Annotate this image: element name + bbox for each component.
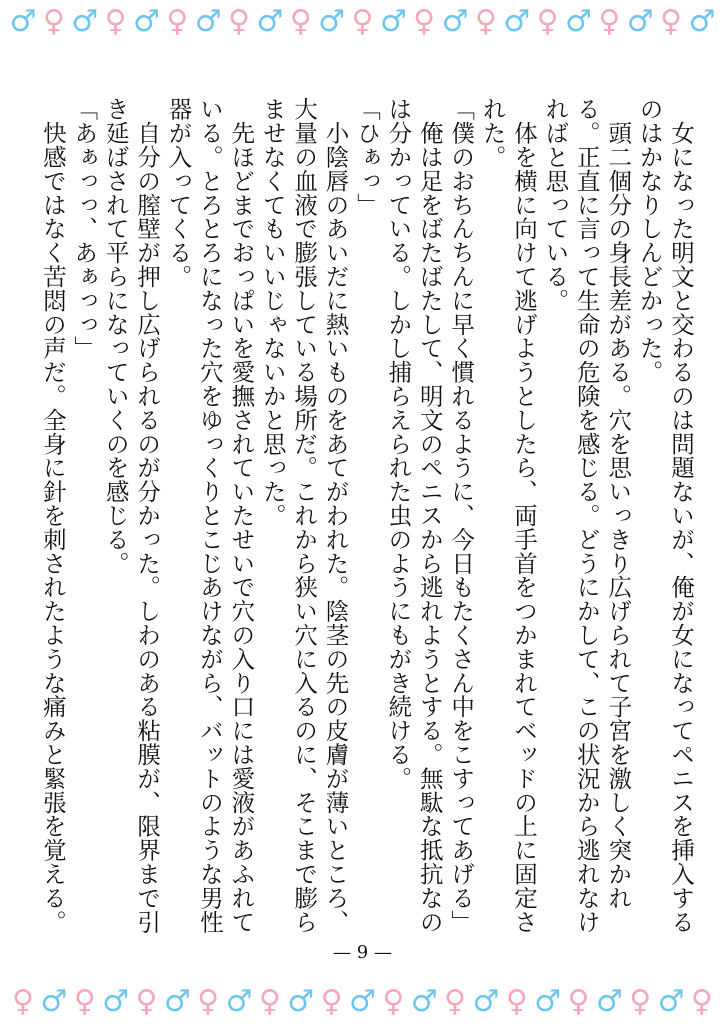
male-symbol-icon: ♂: [626, 4, 654, 39]
female-symbol-icon: ♀: [258, 984, 281, 1019]
top-symbol-border: [0, 2, 725, 42]
female-symbol-icon: ♀: [135, 984, 158, 1019]
dialogue-line: 「僕のおちんちんに早く慣れるように、今日もたくさん中をこすってあげる」: [447, 97, 476, 934]
female-symbol-icon: ♀: [536, 4, 559, 39]
paragraph: 快感ではなく苦悶の声だ。全身に針を刺されたような痛みと緊張を覚える。: [38, 97, 67, 934]
male-symbol-icon: ♂: [410, 984, 438, 1019]
female-symbol-icon: ♀: [567, 984, 590, 1019]
female-symbol-icon: ♀: [629, 984, 652, 1019]
male-symbol-icon: ♂: [132, 4, 160, 39]
dialogue-line: 「ひぁっ」: [352, 97, 381, 217]
female-symbol-icon: ♀: [660, 4, 683, 39]
male-symbol-icon: ♂: [688, 4, 716, 39]
male-symbol-icon: ♂: [71, 4, 99, 39]
vertical-text-body: [38, 97, 696, 937]
male-symbol-icon: ♂: [256, 4, 284, 39]
female-symbol-icon: ♀: [166, 4, 189, 39]
paragraph: 先ほどまでおっぱいを愛撫されていたせいで穴の入り口には愛液があふれている。とろとろになった穴をゆっくりとこじあけながら、バットのような男性器が入ってくる。: [164, 97, 256, 934]
female-symbol-icon: ♀: [474, 4, 497, 39]
paragraph: 自分の膣壁が押し広げられるのが分かった。しわのある粘膜が、限界まで引き延ばされて平らになっていくのを感じる。: [101, 97, 162, 934]
male-symbol-icon: ♂: [441, 4, 469, 39]
male-symbol-icon: ♂: [565, 4, 592, 39]
paragraph: 女になった明文と交わるのは問題ないが、俺が女になってペニスを挿入するのはかなりしんどかった。: [635, 97, 695, 934]
paragraph: 体を横に向けて逃げようとしたら、両手首をつかまれてベッドの上に固定された。: [478, 97, 538, 934]
male-symbol-icon: ♂: [318, 4, 346, 39]
female-symbol-icon: ♀: [104, 4, 127, 39]
bottom-symbol-border: [0, 982, 725, 1022]
male-symbol-icon: ♂: [287, 984, 315, 1019]
dialogue-line: 「あぁっっ、あぁっっ」: [70, 97, 99, 360]
female-symbol-icon: ♀: [690, 984, 713, 1019]
female-symbol-icon: ♀: [197, 984, 220, 1019]
female-symbol-icon: ♀: [444, 984, 467, 1019]
male-symbol-icon: ♂: [9, 4, 37, 39]
male-symbol-icon: ♂: [102, 984, 130, 1019]
female-symbol-icon: ♀: [73, 984, 96, 1019]
male-symbol-icon: ♂: [503, 4, 531, 39]
male-symbol-icon: ♂: [194, 4, 222, 39]
male-symbol-icon: ♂: [657, 984, 685, 1019]
female-symbol-icon: ♀: [42, 4, 65, 39]
male-symbol-icon: ♂: [595, 984, 623, 1019]
male-symbol-icon: ♂: [534, 984, 562, 1019]
female-symbol-icon: ♀: [505, 984, 528, 1019]
paragraph: 小陰唇のあいだに熱いものをあてがわれた。陰茎の先の皮膚が薄いところ、大量の血液で膨張している場所だ。これから狭い穴に入るのに、そこまで膨らませなくてもいいじゃないかと思った。: [258, 97, 350, 934]
male-symbol-icon: ♂: [163, 984, 191, 1019]
paragraph: 俺は足をばたばたして、明文のペニスから逃れようとする。無駄な抵抗なのは分かっている。しかし捕らえられた虫のようにもがき続ける。: [384, 97, 444, 934]
female-symbol-icon: ♀: [12, 984, 34, 1019]
female-symbol-icon: ♀: [598, 4, 621, 39]
female-symbol-icon: ♀: [382, 984, 405, 1019]
male-symbol-icon: ♂: [40, 984, 68, 1019]
male-symbol-icon: ♂: [379, 4, 407, 39]
female-symbol-icon: ♀: [320, 984, 343, 1019]
male-symbol-icon: ♂: [472, 984, 500, 1019]
female-symbol-icon: ♀: [228, 4, 250, 39]
male-symbol-icon: ♂: [225, 984, 253, 1019]
female-symbol-icon: ♀: [413, 4, 436, 39]
female-symbol-icon: ♀: [289, 4, 312, 39]
male-symbol-icon: ♂: [349, 984, 376, 1019]
female-symbol-icon: ♀: [351, 4, 374, 39]
paragraph: 頭二個分の身長差がある。穴を思いっきり広げられて子宮を激しく突かれる。正直に言って生命の危険を感じる。どうにかして、この状況から逃れなければと思っている。: [541, 97, 633, 934]
page-number: — 9 —: [333, 942, 392, 963]
